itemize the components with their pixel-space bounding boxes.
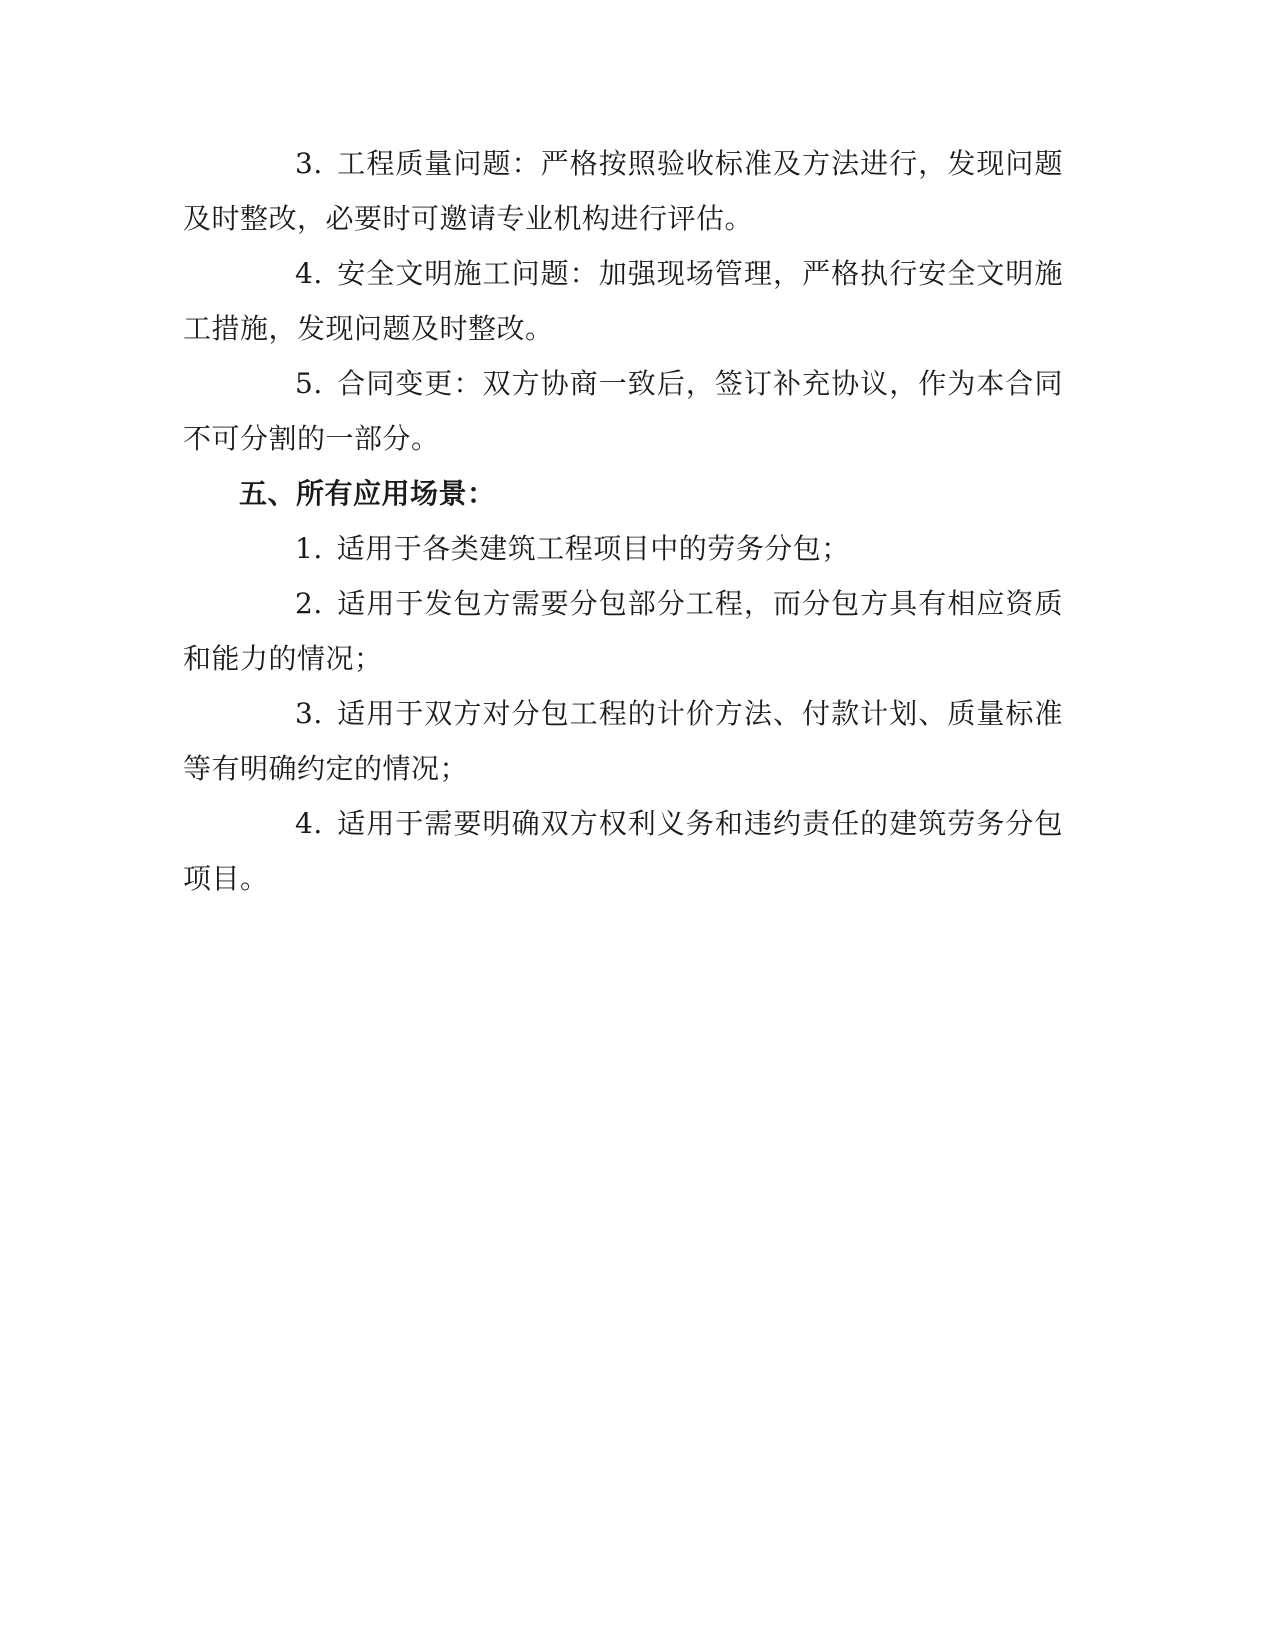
list-item-number: 1. bbox=[295, 532, 323, 565]
list-item-scenario-1 bbox=[183, 521, 1063, 576]
section-heading: 五、所有应用场景： bbox=[239, 477, 496, 510]
list-item-text: 适用于发包方需要分包部分工程，而分包方具有相应资质和能力的情况； bbox=[183, 587, 1063, 675]
list-item-number: 3. bbox=[295, 697, 323, 730]
list-item-safety-issue bbox=[183, 246, 1063, 356]
list-item-text: 适用于各类建筑工程项目中的劳务分包； bbox=[336, 532, 850, 565]
list-item-text: 适用于需要明确双方权利义务和违约责任的建筑劳务分包项目。 bbox=[183, 807, 1063, 895]
list-item-number: 3. bbox=[295, 147, 323, 180]
list-item-contract-change bbox=[183, 356, 1063, 466]
list-item-scenario-4 bbox=[183, 796, 1063, 906]
list-item-number: 5. bbox=[295, 367, 323, 400]
list-item-number: 4. bbox=[295, 807, 323, 840]
list-item-text: 工程质量问题：严格按照验收标准及方法进行，发现问题及时整改，必要时可邀请专业机构进行评估。 bbox=[183, 147, 1063, 235]
list-item-quality-issue bbox=[183, 136, 1063, 246]
list-item-scenario-3 bbox=[183, 686, 1063, 796]
list-item-text: 安全文明施工问题：加强现场管理，严格执行安全文明施工措施，发现问题及时整改。 bbox=[183, 257, 1063, 345]
list-item-text: 适用于双方对分包工程的计价方法、付款计划、质量标准等有明确约定的情况； bbox=[183, 697, 1063, 785]
document-body bbox=[183, 136, 1063, 906]
list-item-scenario-2 bbox=[183, 576, 1063, 686]
list-item-text: 合同变更：双方协商一致后，签订补充协议，作为本合同不可分割的一部分。 bbox=[183, 367, 1063, 455]
list-item-number: 4. bbox=[295, 257, 323, 290]
list-item-number: 2. bbox=[295, 587, 323, 620]
